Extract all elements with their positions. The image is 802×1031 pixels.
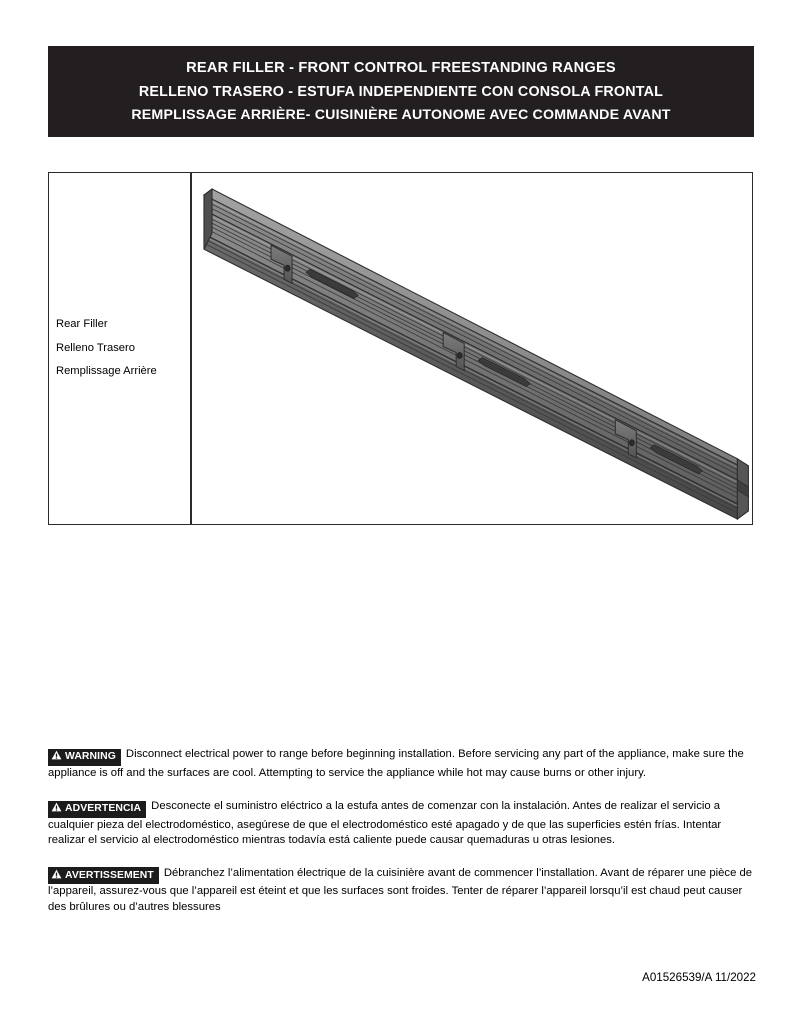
title-banner — [48, 46, 754, 137]
legend-label-english: Rear Filler — [56, 318, 108, 331]
warning-text-spanish: Desconecte el suministro eléctrico a la estufa antes de comenzar con la instalación. Antes de realizar el servicio a cualquier pieza del electrodoméstico, asegúrese de que el electrodoméstico esté apagado y de que las superficies estén frías. Intentar realizar el servicio al electrodoméstico mientras todavía está caliente puede causar quemaduras u otras lesiones. — [48, 800, 722, 846]
warning-triangle-icon — [51, 869, 62, 883]
warning-triangle-icon — [51, 802, 62, 816]
warning-block-spanish — [48, 799, 756, 848]
warning-block-english — [48, 747, 756, 781]
rear-filler-bar-illustration — [192, 173, 752, 524]
legend-label-spanish: Relleno Trasero — [56, 341, 135, 354]
title-line-spanish: RELLENO TRASERO - ESTUFA INDEPENDIENTE CON CONSOLA FRONTAL — [138, 83, 664, 100]
warning-badge-french — [48, 867, 159, 884]
warnings-section — [48, 736, 756, 915]
tab-screw-hole — [629, 440, 634, 446]
title-line-english: REAR FILLER - FRONT CONTROL FREESTANDING RANGES — [186, 59, 616, 76]
tab-screw-hole — [285, 265, 290, 271]
warning-badge-english — [48, 749, 121, 766]
warning-block-french — [48, 866, 756, 915]
warning-text-english: Disconnect electrical power to range before beginning installation. Before servicing any part of the appliance, make sure the appliance is off and the surfaces are cool. Attempting to service the appliance while hot may cause burns or other injury. — [48, 748, 744, 779]
title-line-french: REMPLISSAGE ARRIÈRE- CUISINIÈRE AUTONOME AVEC COMMANDE AVANT — [131, 106, 671, 123]
figure-legend-pane — [49, 173, 190, 524]
warning-badge-label-spanish: ADVERTENCIA — [65, 803, 142, 814]
filler-bar-body — [204, 189, 748, 519]
warning-badge-label-english: WARNING — [65, 751, 116, 763]
warning-triangle-icon — [51, 750, 62, 764]
warning-text-french: Débranchez l’alimentation électrique de la cuisinière avant de commencer l’installation. Avant de réparer une pièce de l’appareil, assurez-vous que l’appareil est éteint et que les surfaces sont froides. Tenter de réparer l’appareil lorsqu’il est chaud peut causer des brûlures ou d’autres blessures — [48, 866, 753, 913]
warning-badge-label-french: AVERTISSEMENT — [65, 869, 154, 881]
figure-box — [48, 172, 753, 525]
footer-document-number: A01526539/A 11/2022 — [642, 971, 756, 984]
tab-screw-hole — [457, 352, 462, 358]
warning-badge-spanish — [48, 801, 146, 818]
figure-drawing-pane — [192, 173, 752, 524]
legend-label-french: Remplissage Arrière — [56, 365, 157, 378]
